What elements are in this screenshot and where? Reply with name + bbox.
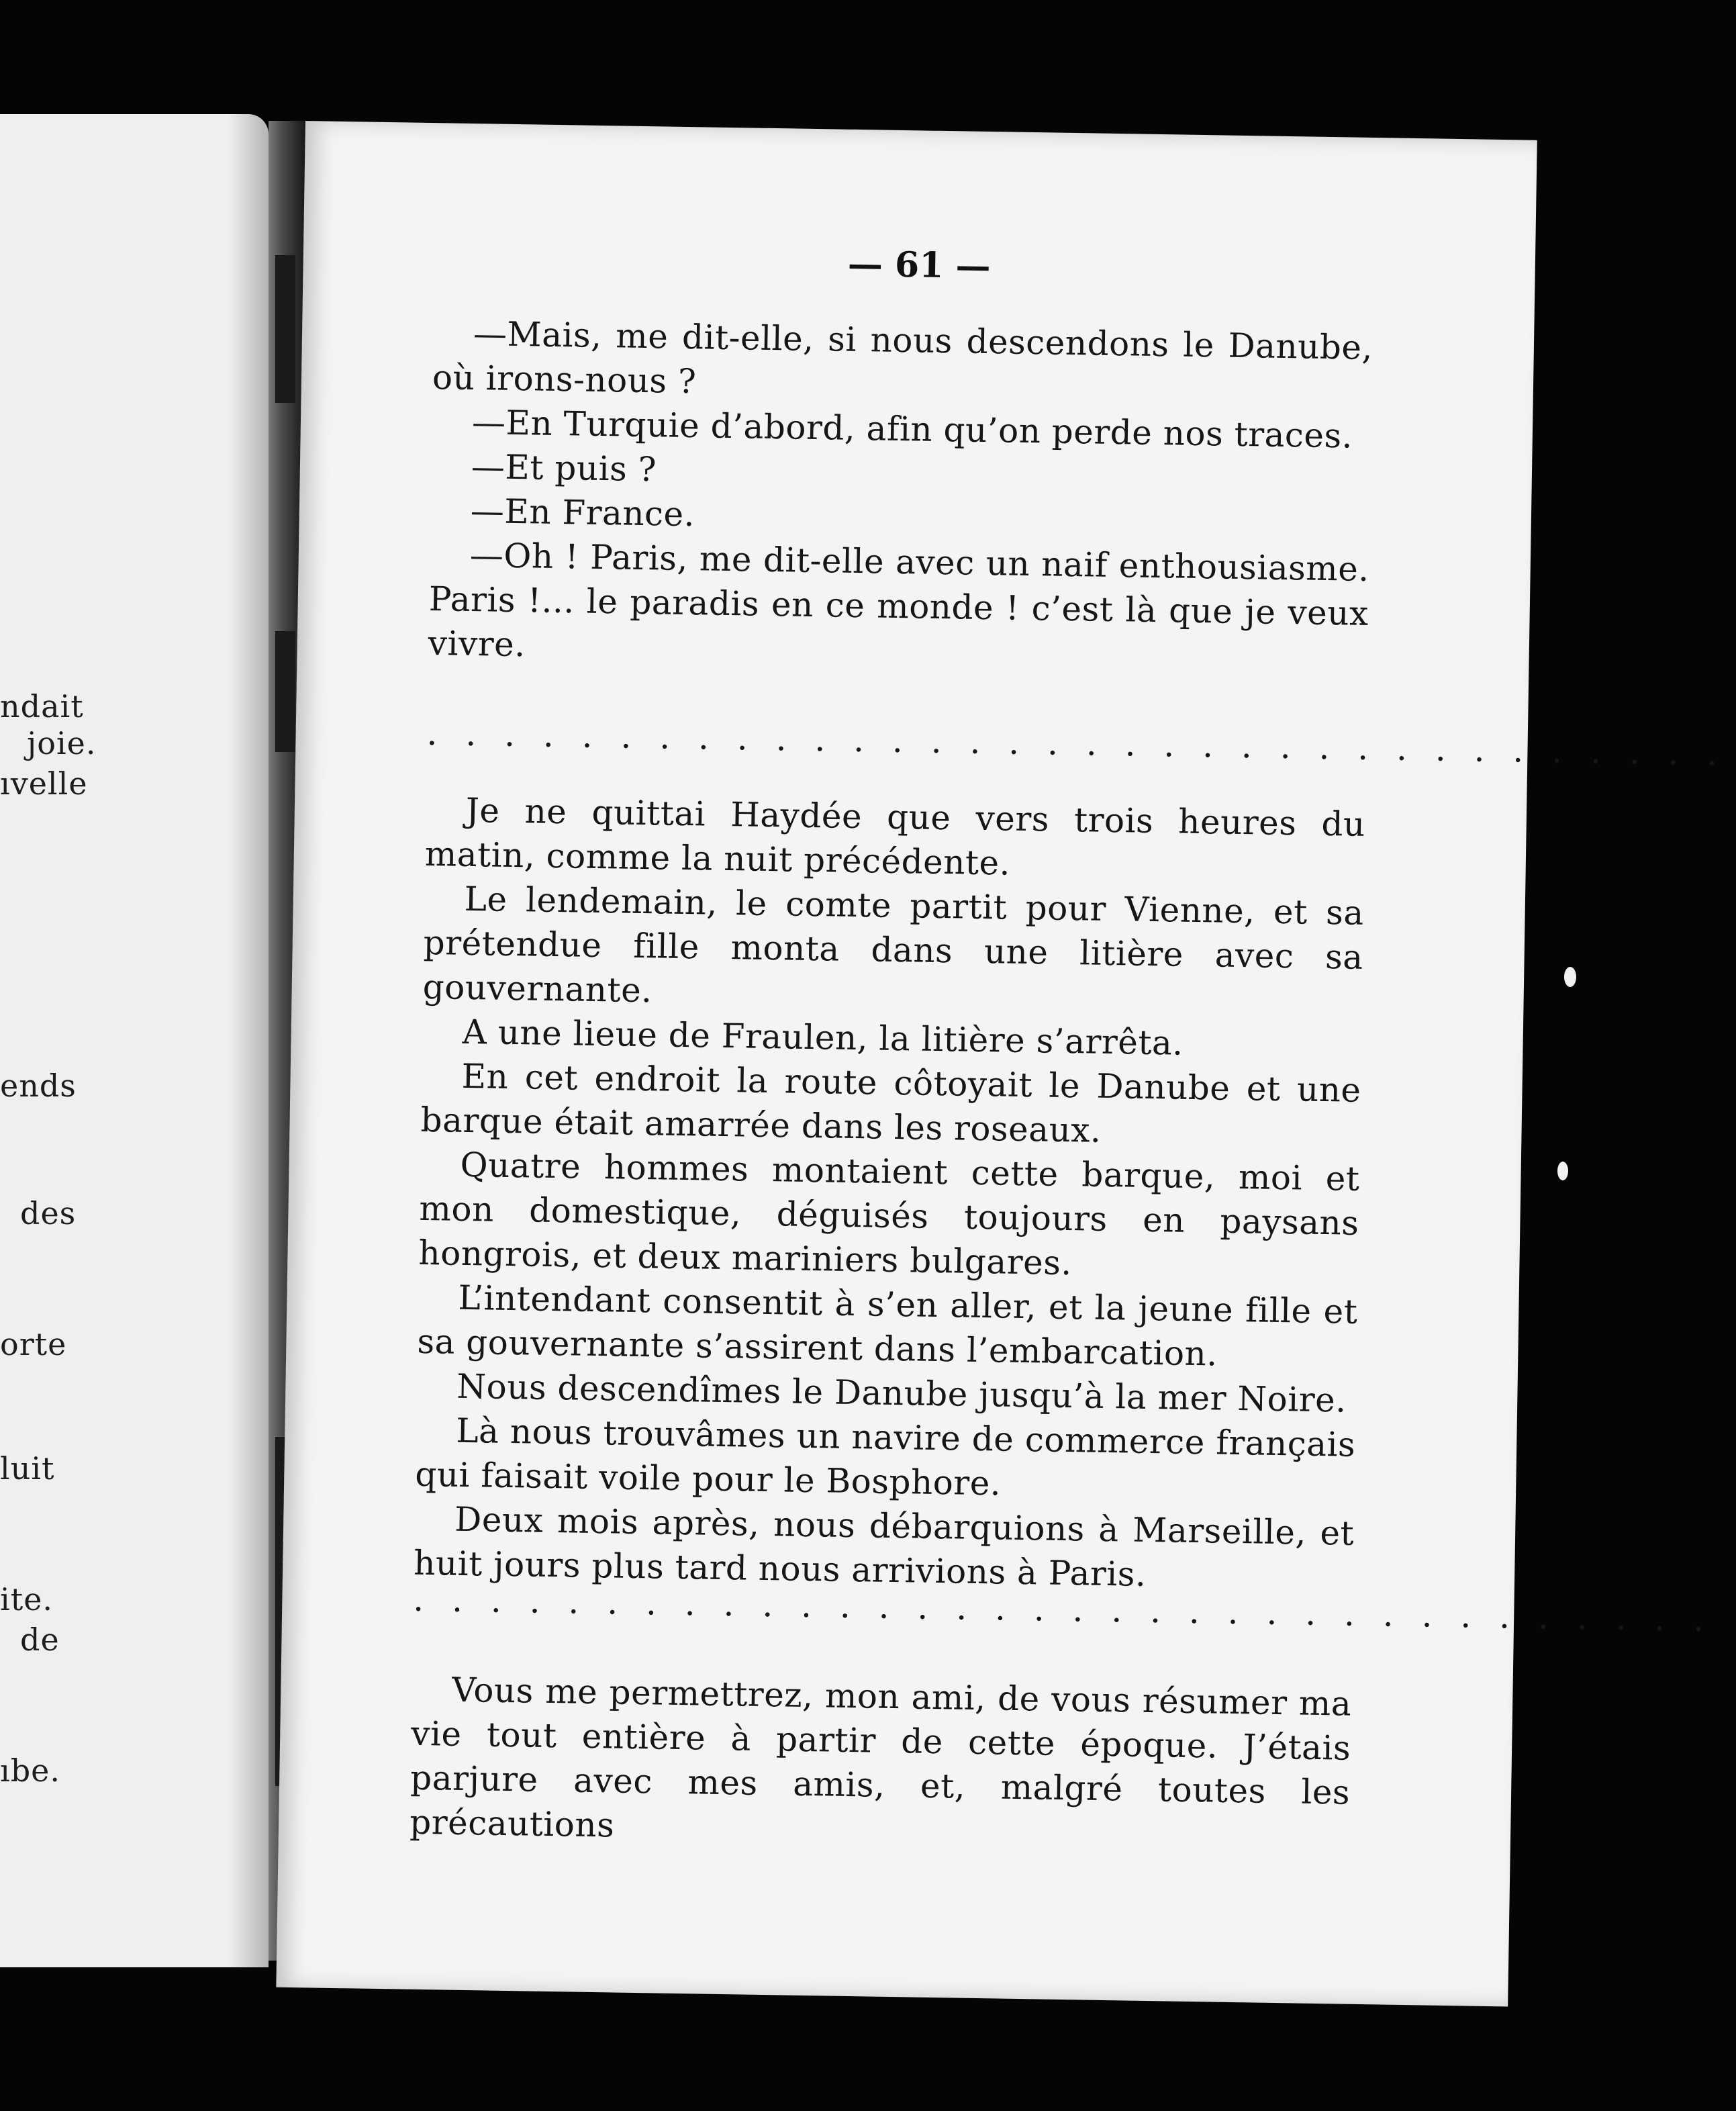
left-fragment: joie. — [27, 725, 97, 761]
paragraph: L’intendant consentit à s’en aller, et la jeune fille et sa gouvernante s’assirent dans l’embarcation. — [417, 1278, 1358, 1374]
closing-section — [409, 1667, 1352, 1859]
paragraph: —En France. — [470, 491, 695, 534]
binding-notch — [275, 255, 295, 403]
paragraph: Quatre hommes montaient cette barque, moi et mon domestique, déguisés toujours en paysans hongrois, et deux mariniers bulgares. — [418, 1145, 1360, 1283]
paragraph: Deux mois après, nous débarquions à Marseille, et huit jours plus tard nous arrivions à Paris. — [413, 1499, 1355, 1594]
paragraph: Vous me permettrez, mon ami, de vous résumer ma vie tout entière à partir de cette époque. J’étais parjure avec mes amis, et, malgré toutes les précautions — [409, 1670, 1352, 1845]
left-fragment: ndait — [0, 688, 84, 724]
left-fragment: luit — [0, 1450, 55, 1487]
left-fragment: de — [20, 1622, 60, 1658]
right-page — [276, 121, 1727, 2006]
section-separator: . . . . . . . . . . . . . . . . . . . . . . . . . . . . . . . . . . — [412, 1579, 1713, 1640]
left-page-shadow — [228, 114, 269, 1967]
scan-speck — [1557, 1162, 1568, 1180]
paragraph: En cet endroit la route côtoyait le Danube et une barque était amarrée dans les roseaux. — [420, 1056, 1361, 1150]
paragraph: —Oh ! Paris, me dit-elle avec un naif enthousiasme. Paris !... le paradis en ce monde ! c’est là que je veux vivre. — [428, 535, 1370, 665]
paragraph: Nous descendîmes le Danube jusqu’à la mer Noire. — [456, 1366, 1347, 1420]
left-fragment: ends — [0, 1068, 77, 1104]
paragraph: —En Turquie d’abord, afin qu’on perde nos traces. — [471, 402, 1353, 456]
paragraph: —Et puis ? — [471, 447, 657, 489]
left-fragment: ıvelle — [0, 765, 88, 802]
binding-notch — [275, 631, 295, 752]
dialogue-section — [428, 311, 1373, 680]
section-separator: . . . . . . . . . . . . . . . . . . . . . . . . . . . . . . . . . . — [426, 713, 1727, 773]
left-fragment: ıbe. — [0, 1752, 61, 1789]
paragraph: Je ne quittai Haydée que vers trois heures du matin, comme la nuit précédente. — [424, 790, 1366, 883]
paragraph: —Mais, me dit-elle, si nous descendons le Danube, où irons-nous ? — [432, 314, 1373, 402]
scan-speck — [1564, 967, 1576, 987]
paragraph: Là nous trouvâmes un navire de commerce français qui faisait voile pour le Bosphore. — [414, 1411, 1356, 1503]
paragraph: Le lendemain, le comte partit pour Vienne, et sa prétendue fille monta dans une litière avec sa gouvernante. — [422, 879, 1365, 1011]
left-fragment: ite. — [0, 1581, 54, 1617]
left-facing-page — [0, 114, 269, 1967]
paragraph: A une lieue de Fraulen, la litière s’arrêta. — [462, 1012, 1184, 1063]
page-number: — 61 — — [847, 243, 991, 287]
narrative-section — [414, 788, 1365, 1600]
left-fragment: des — [20, 1195, 77, 1231]
left-fragment: orte — [0, 1326, 67, 1362]
